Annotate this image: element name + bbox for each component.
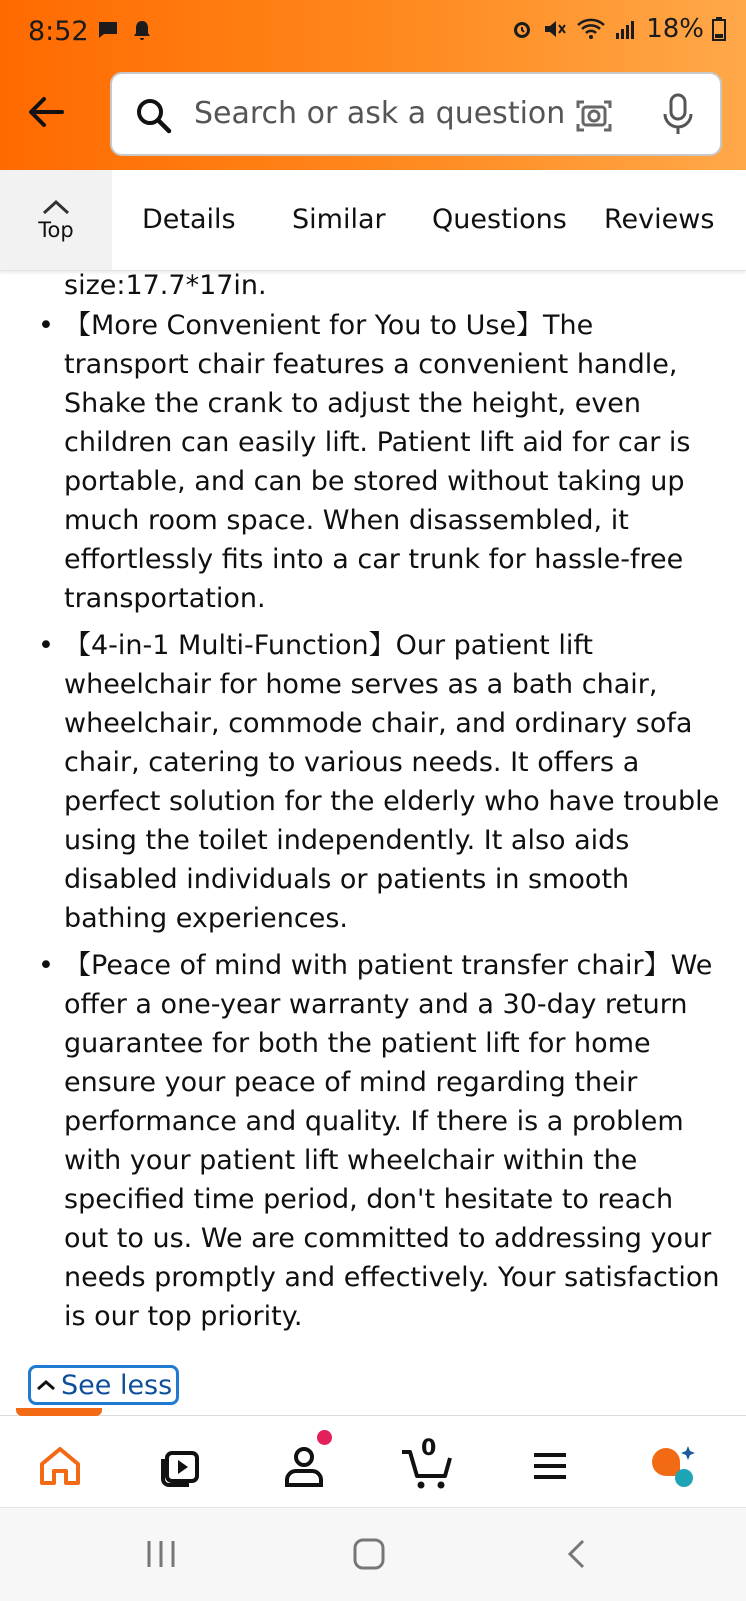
mute-icon [542, 17, 568, 41]
alarm-icon [510, 17, 534, 41]
chevron-up-icon [35, 1378, 57, 1392]
tab-similar[interactable]: Similar [292, 204, 386, 235]
feature-bullet: • 【Peace of mind with patient transfer chair】We offer a one-year warranty and a 30-day return guarantee for both the patient lift for home ensure your peace of mind regarding their performance and quality. If there is a problem with your patient lift wheelchair within the specified time period, don't hesitate to reach out to us. We are committed to addressing your needs promptly and effectively. Your satisfaction is our top priority. [0, 946, 746, 1336]
feature-bullet-list [0, 306, 746, 1344]
status-time: 8:52 [28, 16, 89, 47]
tab-reviews[interactable]: Reviews [604, 204, 715, 235]
tab-details[interactable]: Details [142, 204, 236, 235]
account-button[interactable] [280, 1442, 328, 1490]
status-bar [0, 0, 746, 62]
system-navigation-bar [0, 1507, 746, 1601]
home-button-icon[interactable] [352, 1538, 386, 1570]
feature-bullet: • 【More Convenient for You to Use】The transport chair features a convenient handle, Shake the crank to adjust the height, even children can easily lift. Patient lift aid for car is portable, and can be stored without taking up much room space. When disassembled, it effortlessly fits into a car trunk for hassle-free transportation. [0, 306, 746, 618]
top-label: Top [38, 218, 74, 242]
search-icon [134, 96, 174, 136]
rufus-icon[interactable] [648, 1442, 696, 1490]
menu-icon[interactable] [526, 1442, 574, 1490]
microphone-icon[interactable] [658, 92, 698, 138]
battery-icon [712, 17, 726, 41]
bell-icon [130, 18, 154, 42]
search-input[interactable]: Search or ask a question [194, 96, 566, 131]
feature-bullet: • 【4-in-1 Multi-Function】Our patient lift wheelchair for home serves as a bath chair, wheelchair, commode chair, and ordinary sofa chair, catering to various needs. It offers a perfect solution for the elderly who have trouble using the toilet independently. It also aids disabled individuals or patients in smooth bathing experiences. [0, 626, 746, 938]
scroll-to-top-button[interactable] [0, 170, 112, 270]
see-less-link[interactable] [28, 1365, 179, 1405]
cart-button[interactable] [400, 1436, 456, 1490]
bottom-navigation [0, 1415, 746, 1508]
search-bar[interactable] [110, 72, 722, 156]
camera-search-icon[interactable] [574, 96, 614, 136]
signal-icon [614, 17, 638, 41]
back-arrow-icon[interactable] [22, 88, 70, 136]
chevron-up-icon [41, 198, 71, 216]
active-tab-indicator [16, 1408, 102, 1416]
description-fragment: size:17.7*17in. [64, 270, 267, 301]
video-icon[interactable] [158, 1442, 206, 1490]
product-section-nav [0, 170, 746, 271]
cart-count: 0 [421, 1436, 437, 1461]
battery-level: 18% [646, 14, 704, 44]
tab-questions[interactable]: Questions [432, 204, 567, 235]
home-icon[interactable] [36, 1442, 84, 1490]
wifi-icon [576, 17, 606, 41]
app-header [0, 0, 746, 170]
chat-bubble-icon [96, 18, 120, 42]
account-icon [280, 1442, 328, 1490]
notification-dot [317, 1430, 332, 1445]
back-button-icon[interactable] [564, 1538, 588, 1570]
recent-apps-icon[interactable] [144, 1538, 178, 1570]
see-less-label: See less [61, 1369, 173, 1401]
